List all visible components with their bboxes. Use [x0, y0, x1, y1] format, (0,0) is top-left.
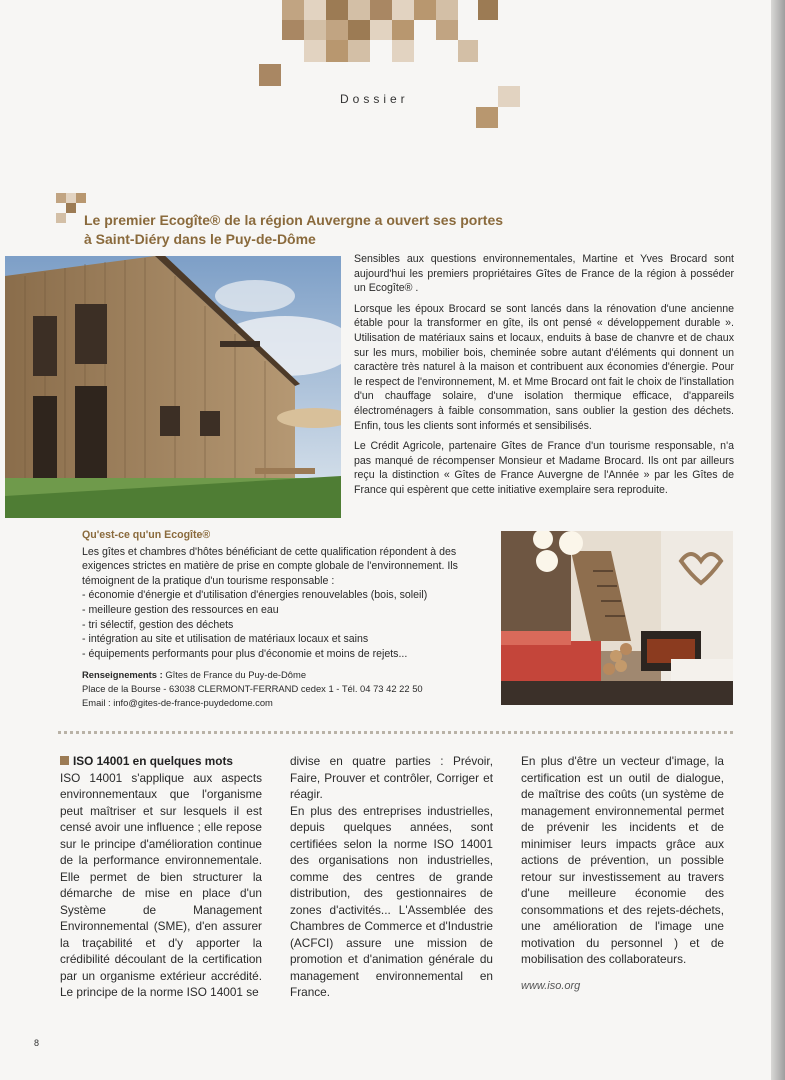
ecogite-box: [82, 528, 492, 710]
iso-column-2: [290, 753, 493, 1001]
iso-column-3: [521, 753, 724, 994]
iso-text: En plus d'être un vecteur d'image, la certification est un outil de dialogue, de maîtrise des coûts (un système de management environnemental permet de prévenir les incidents et de minimiser leurs impacts grâce aux actions de prévention, un possible retour sur investissement au travers d'une meilleure économie des consommations et des rejets-déchets, une amélioration de l'image une motivation du personnel ) et de mobilisation des collaborateurs.: [521, 754, 724, 966]
list-item: - intégration au site et utilisation de matériaux locaux et sains: [82, 632, 492, 647]
section-divider: [58, 731, 733, 734]
contact-address: Place de la Bourse - 63038 CLERMONT-FERRAND cedex 1 - Tél. 04 73 42 22 50: [82, 683, 423, 695]
list-item: - économie d'énergie et d'utilisation d'énergies renouvelables (bois, soleil): [82, 588, 492, 603]
contact-email[interactable]: Email : info@gites-de-france-puydedome.com: [82, 697, 273, 709]
iso-heading: ISO 14001 en quelques mots: [60, 753, 262, 770]
section-label: Dossier: [340, 92, 409, 106]
contact-info: [82, 668, 492, 710]
ecogite-criteria-list: [82, 588, 492, 661]
interior-photo: [501, 531, 733, 705]
intro-paragraph: Sensibles aux questions environnementales, Martine et Yves Brocard sont aujourd'hui les premiers propriétaires Gîtes de France de la région à posséder un Ecogîte® .: [354, 253, 734, 295]
list-item: - meilleure gestion des ressources en eau: [82, 603, 492, 618]
contact-org: Gîtes de France du Puy-de-Dôme: [165, 669, 307, 681]
iso-text: En plus des entreprises industrielles, depuis quelques années, sont certifiées selon la norme ISO 14001 des organisations non industrielles, comme des centres de grande distribution, des gestionnaires de zones d'activités... L'Assemblée des Chambres de Commerce et d'Industrie (ACFCI) assure une mission de promotion et d'animation générale du management environnemental en France.: [290, 803, 493, 999]
iso-website-link[interactable]: www.iso.org: [521, 979, 581, 992]
list-item: - équipements performants pour plus d'économie et moins de rejets...: [82, 647, 492, 662]
iso-text: ISO 14001 s'applique aux aspects environnementaux que l'organisme peut maîtriser et sur lesquels il est censé avoir une influence ; elle repose sur le principe d'amélioration continue de la performance environnementale. Elle permet de bien structurer la démarche de mise en place d'un Système de Management Environnemental (SME), d'en assurer la traçabilité et d'y apporter la crédibilité découlant de la certification par un organisme extérieur accrédité. Le principe de la norme ISO 14001 se: [60, 770, 262, 999]
list-item: - tri sélectif, gestion des déchets: [82, 618, 492, 633]
article-title: Le premier Ecogîte® de la région Auvergne a ouvert ses portes à Saint-Diéry dans le Puy-de-Dôme: [84, 212, 504, 247]
iso-column-1: [60, 753, 262, 1001]
square-bullet-icon: [60, 756, 69, 765]
house-exterior-photo: [5, 256, 341, 518]
iso-text: divise en quatre parties : Prévoir, Faire, Prouver et contrôler, Corriger et réagir.: [290, 754, 493, 801]
ecogite-text: Les gîtes et chambres d'hôtes bénéficiant de cette qualification répondent à des exigences strictes en matière de prise en compte globale de l'environnement. Ils témoignent de la pratique d'un tourisme responsable :: [82, 545, 458, 587]
page-number: 8: [34, 1038, 40, 1048]
intro-paragraph: Le Crédit Agricole, partenaire Gîtes de France d'un tourisme responsable, n'a pas manqué de récompenser Monsieur et Madame Brocard. Ils ont par ailleurs reçu la distinction « Gîtes de France Auvergne de l'Année » par les Gîtes de France qui espèrent que cette initiative exemplaire sera reproduite.: [354, 440, 734, 496]
ecogite-heading: Qu'est-ce qu'un Ecogîte®: [82, 529, 211, 541]
page-edge-shadow: [771, 0, 785, 1080]
article-intro: [354, 252, 734, 504]
contact-label: Renseignements :: [82, 669, 163, 681]
intro-paragraph: Lorsque les époux Brocard se sont lancés dans la rénovation d'une ancienne étable pour la transformer en gîte, ils ont pensé « développement durable ». Utilisation de matériaux sains et locaux, enduits à base de chanvre et de chaux sur les murs, mobilier bois, cheminée sobre autant d'éléments qui donnent un caractère très naturel à la maison et contribuent aux économies d'énergie. Pour le respect de l'environnement, M. et Mme Brocard ont fait le choix de l'installation d'un chauffage solaire, d'une isolation thermique efficace, d'appareils électroménagers à faible consommation, sans oublier la gestion des déchets. Enfin, tous les clients sont informés et sensibilisés.: [354, 302, 734, 432]
